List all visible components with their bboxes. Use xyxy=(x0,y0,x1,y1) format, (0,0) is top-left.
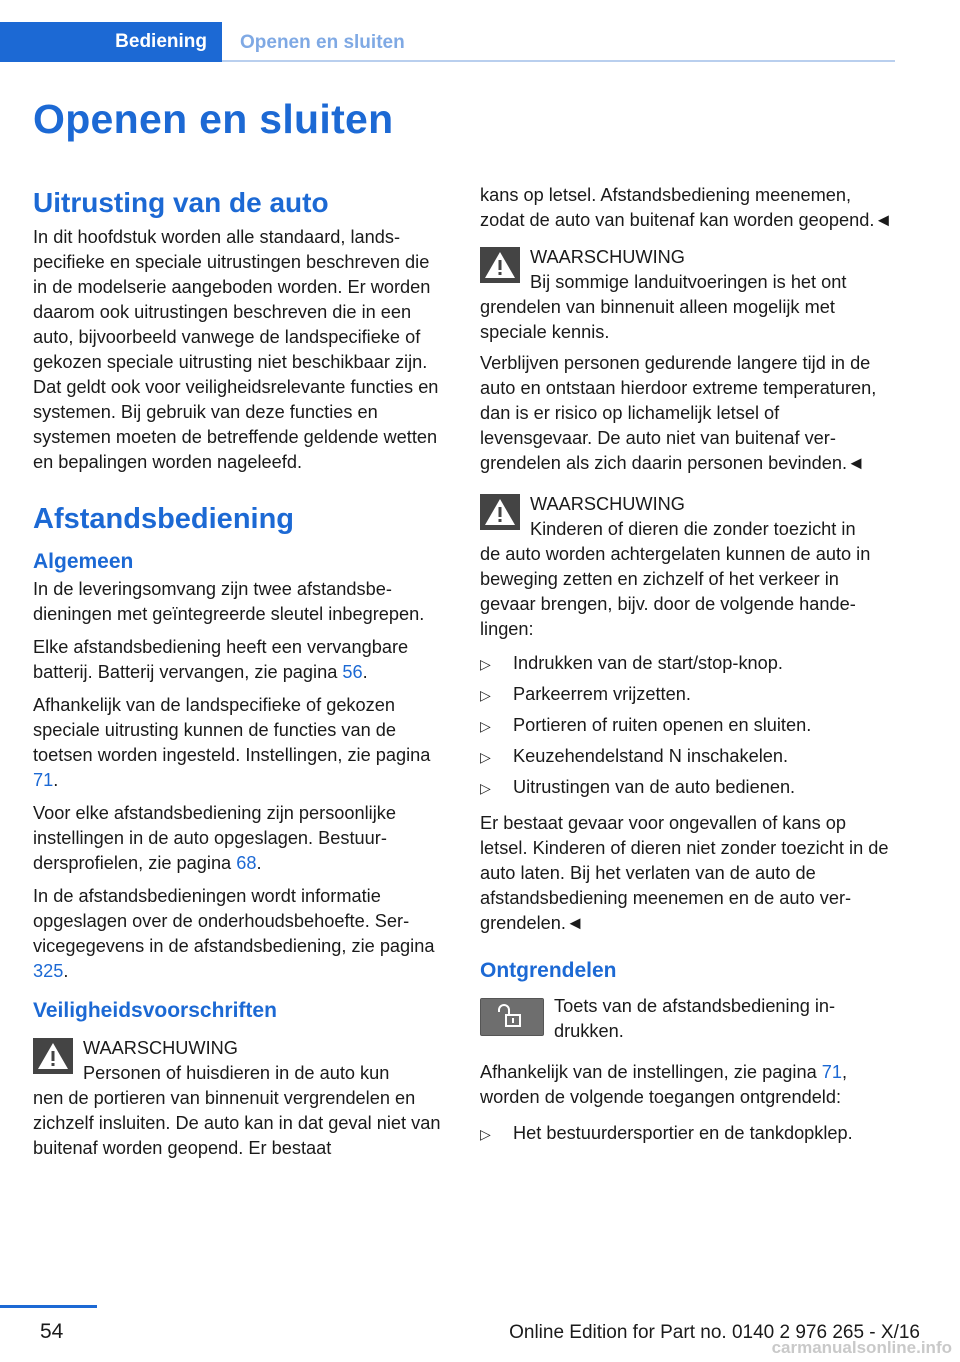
text: Afhankelijk van de instellingen, zie pagina xyxy=(480,1062,822,1082)
text: de auto worden achtergelaten kunnen de auto in beweging zetten en zichzelf of het verkeer in gevaar brengen, bijv. door de volgende handelingen: xyxy=(480,544,871,639)
paragraph-gevaar: Er bestaat gevaar voor ongevallen of kans op letsel. Kinderen of dieren niet zonder toezicht in de auto laten. Bij het verlaten van de auto de afstandsbediening meenemen en de auto vergrendelen.◄ xyxy=(480,813,889,933)
paragraph-ontgrendel-instellingen xyxy=(480,1060,895,1110)
list-item: ▷ Portieren of ruiten openen en sluiten. xyxy=(480,710,895,741)
paragraph-leveringsomvang: In de leveringsomvang zijn twee afstandsbedieningen met geïntegreerde sleutel inbegrepen. xyxy=(33,579,425,624)
header-rule xyxy=(222,60,895,62)
warning-icon xyxy=(480,494,520,530)
text: grendelen van binnenuit alleen mogelijk met speciale kennis. xyxy=(480,297,835,342)
tab-openen-en-sluiten[interactable]: Openen en sluiten xyxy=(240,32,405,53)
text: . xyxy=(53,770,59,790)
list-item: ▷ Uitrustingen van de auto bedienen. xyxy=(480,772,895,803)
text: Voor elke afstandsbediening zijn persoonlijke instellingen in de auto opgeslagen. Bestuurdersprofielen, zie pagina xyxy=(33,803,396,873)
paragraph-continued: kans op letsel. Afstandsbediening meenemen, zodat de auto van buitenaf kan worden geopend.◄ xyxy=(480,185,893,230)
text: . xyxy=(362,662,368,682)
warning-block xyxy=(480,245,895,345)
right-column xyxy=(480,183,895,1157)
heading-veiligheidsvoorschriften: Veiligheidsvoorschriften xyxy=(33,999,277,1022)
paragraph-warning-detail: Verblijven personen gedurende langere tijd in de auto en ontstaan hierdoor extreme temperaturen, dan is er risico op lichamelijk letsel of levensgevaar. De auto niet van buitenaf vergrendelen als zich daarin personen bevinden.◄ xyxy=(480,353,877,473)
page-link-325[interactable]: 325 xyxy=(33,961,64,981)
heading-afstandsbediening: Afstandsbediening xyxy=(33,503,295,535)
page-title: Openen en sluiten xyxy=(33,96,394,142)
text: Afhankelijk van de landspecifieke of gekozen speciale uitrusting kunnen de functies van de toetsen worden ingesteld. Instellingen, zie pagina xyxy=(33,695,431,765)
heading-uitrusting: Uitrusting van de auto xyxy=(33,187,329,218)
warning-text xyxy=(480,517,895,642)
list-item: ▷ Keuzehendelstand N inschakelen. xyxy=(480,741,895,772)
bullet-list xyxy=(480,648,895,803)
warning-block xyxy=(33,1036,447,1161)
watermark: carmanualsonline.info xyxy=(771,1338,952,1357)
list-item: ▷ Het bestuurdersportier en de tankdopklep. xyxy=(480,1118,895,1149)
header-tabbar xyxy=(0,22,895,62)
left-column xyxy=(33,183,447,1167)
unlock-icon xyxy=(480,998,544,1036)
unlock-key-text: Toets van de afstandsbediening indrukken. xyxy=(554,996,836,1041)
page-number: 54 xyxy=(40,1320,64,1343)
tab-bediening[interactable] xyxy=(0,22,222,62)
warning-icon xyxy=(480,247,520,283)
text: Bij sommige landuitvoeringen is het ont xyxy=(530,272,847,292)
text: . xyxy=(63,961,69,981)
warning-text xyxy=(480,270,895,345)
list-item: ▷ Indrukken van de start/stop-knop. xyxy=(480,648,895,679)
warning-icon xyxy=(33,1038,73,1074)
text: Kinderen of dieren die zonder toezicht in xyxy=(530,519,856,539)
heading-algemeen: Algemeen xyxy=(33,550,134,573)
paragraph-bestuurdersprofielen xyxy=(33,801,447,876)
warning-title: WAARSCHUWING xyxy=(530,494,685,514)
warning-block xyxy=(480,492,895,642)
text: nen de portieren van binnenuit vergrendelen en zichzelf insluiten. De auto kan in dat geval niet van buitenaf worden geopend. Er bestaat xyxy=(33,1088,441,1158)
heading-ontgrendelen: Ontgrendelen xyxy=(480,959,617,982)
page-link-56[interactable]: 56 xyxy=(342,662,363,682)
unlock-key-row xyxy=(480,994,895,1044)
text: , worden de volgende toegangen ontgrendeld: xyxy=(480,1062,848,1107)
warning-title: WAARSCHUWING xyxy=(83,1038,238,1058)
paragraph-uitrusting: In dit hoofdstuk worden alle standaard, landspecifieke en speciale uitrustingen beschreven die in de modelserie aangeboden worden. Er worden daarom ook uitrustingen beschreven die in een auto, bijvoorbeeld vanwege de landspecifieke of gekozen speciale uitrusting niet beschikbaar zijn. Dat geldt ook voor veiligheidsrelevante functies en systemen. Bij gebruik van deze functies en systemen moeten de betreffende geldende wetten en bepalingen worden nageleefd. xyxy=(33,227,439,472)
list-item: ▷ Parkeerrem vrijzetten. xyxy=(480,679,895,710)
text: Personen of huisdieren in de auto kun xyxy=(83,1063,390,1083)
page-link-71[interactable]: 71 xyxy=(821,1062,842,1082)
page-link-71[interactable]: 71 xyxy=(33,770,54,790)
text: . xyxy=(256,853,262,873)
text: In de afstandsbedieningen wordt informatie opgeslagen over de onderhoudsbehoefte. Servicegegevens in de afstandsbediening, zie pagina xyxy=(33,886,435,956)
footer-rule xyxy=(0,1305,97,1308)
paragraph-instellingen xyxy=(33,693,447,793)
text: Elke afstandsbediening heeft een vervangbare batterij. Batterij vervangen, zie pagina xyxy=(33,637,409,682)
paragraph-servicegegevens xyxy=(33,884,447,984)
warning-text xyxy=(33,1061,447,1161)
edition-note: Online Edition for Part no. 0140 2 976 265 - X/16 xyxy=(509,1322,920,1343)
tab-bediening-label: Bediening xyxy=(115,31,207,52)
page-link-68[interactable]: 68 xyxy=(236,853,257,873)
paragraph-batterij xyxy=(33,635,447,685)
bullet-list xyxy=(480,1118,895,1149)
warning-title: WAARSCHUWING xyxy=(530,247,685,267)
